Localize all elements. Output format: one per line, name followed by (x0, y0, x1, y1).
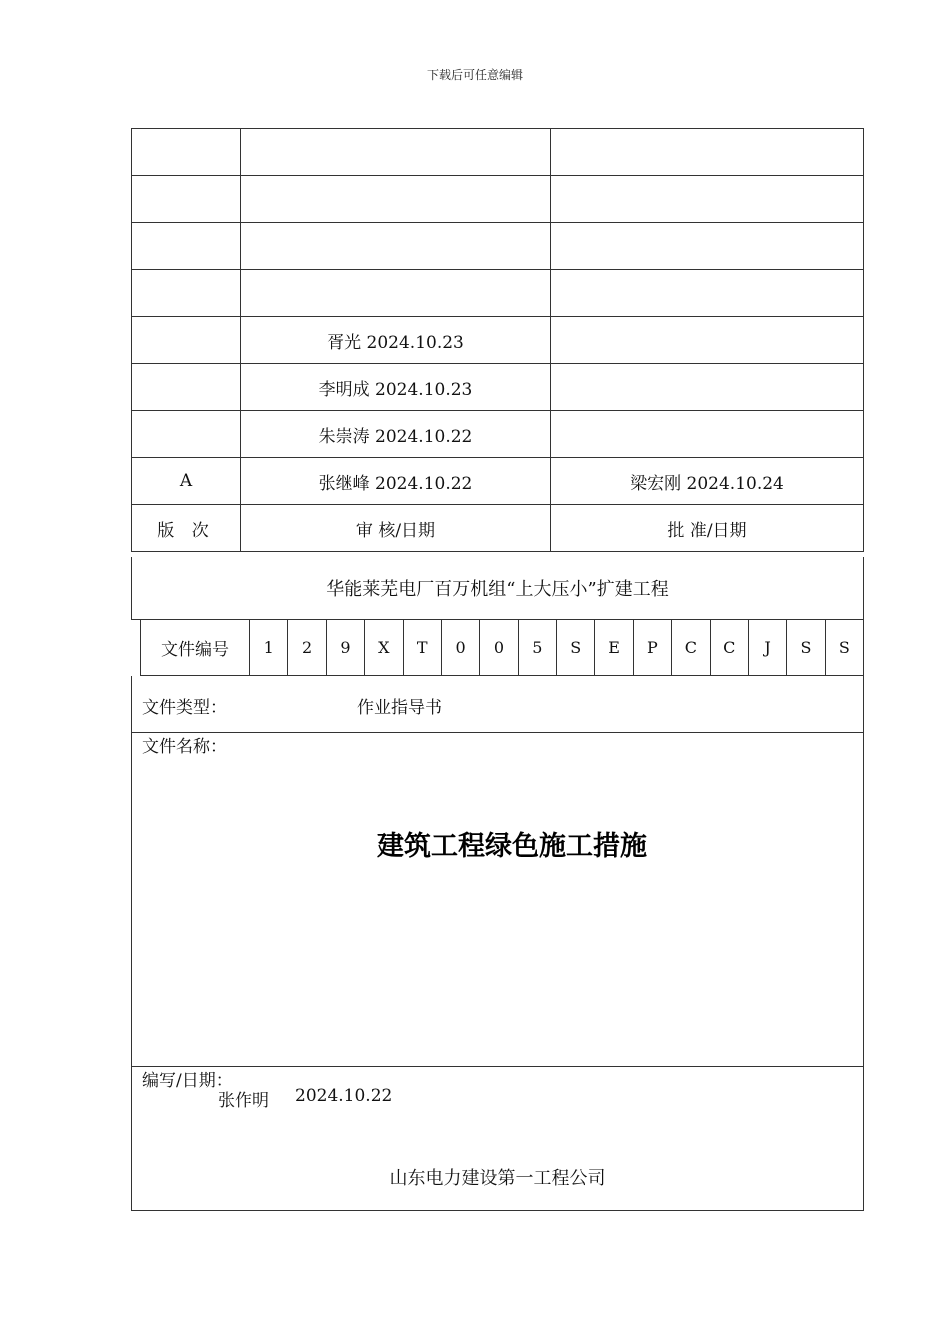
version-cell (132, 317, 241, 364)
file-code-char: C (710, 620, 748, 676)
file-code-char: C (672, 620, 710, 676)
approve-cell (551, 129, 864, 176)
author-date: 2024.10.22 (295, 1086, 393, 1106)
file-code-row (141, 620, 864, 676)
approve-cell (551, 176, 864, 223)
table-row (132, 223, 864, 270)
version-cell: A (132, 458, 241, 505)
file-code-char: 1 (250, 620, 288, 676)
table-row (132, 129, 864, 176)
project-name: 华能莱芜电厂百万机组“上大压小”扩建工程 (131, 557, 864, 620)
approve-cell (551, 411, 864, 458)
review-cell (241, 129, 551, 176)
table-row (132, 458, 864, 505)
header-row (132, 505, 864, 552)
version-cell (132, 411, 241, 458)
version-cell (132, 270, 241, 317)
approve-cell (551, 317, 864, 364)
file-code-table (140, 619, 864, 676)
review-cell (241, 176, 551, 223)
version-cell (132, 223, 241, 270)
table-row (132, 176, 864, 223)
review-cell: 胥光 2024.10.23 (241, 317, 551, 364)
file-code-char: 2 (288, 620, 326, 676)
version-cell (132, 176, 241, 223)
file-type-label: 文件类型： (142, 698, 227, 718)
file-code-char: 5 (518, 620, 556, 676)
file-code-char: P (633, 620, 671, 676)
author-name: 张作明 (218, 1091, 269, 1111)
file-code-char: 0 (480, 620, 518, 676)
review-cell: 朱崇涛 2024.10.22 (241, 411, 551, 458)
header-note: 下载后可任意编辑 (426, 68, 523, 82)
version-cell (132, 364, 241, 411)
file-name-label: 文件名称： (142, 737, 227, 757)
approve-cell (551, 223, 864, 270)
table-row (132, 364, 864, 411)
file-code-char: S (557, 620, 595, 676)
file-code-char: T (403, 620, 441, 676)
table-row (132, 270, 864, 317)
approval-table (131, 128, 864, 552)
version-header: 版 次 (132, 505, 241, 552)
file-code-char: 0 (441, 620, 479, 676)
file-code-char: 9 (326, 620, 364, 676)
table-row (132, 411, 864, 458)
author-label: 编写/日期： (142, 1071, 233, 1091)
file-code-label: 文件编号 (141, 620, 250, 676)
author-section (131, 1066, 864, 1211)
file-code-char: J (748, 620, 786, 676)
review-cell (241, 270, 551, 317)
version-cell (132, 129, 241, 176)
review-header: 审 核/日期 (241, 505, 551, 552)
review-cell: 李明成 2024.10.23 (241, 364, 551, 411)
file-type-value: 作业指导书 (357, 698, 442, 718)
file-code-char: E (595, 620, 633, 676)
file-code-char: S (787, 620, 825, 676)
review-cell (241, 223, 551, 270)
company-name: 山东电力建设第一工程公司 (389, 1168, 606, 1189)
file-code-char: S (825, 620, 863, 676)
approve-header: 批 准/日期 (551, 505, 864, 552)
approve-cell: 梁宏刚 2024.10.24 (551, 458, 864, 505)
approve-cell (551, 270, 864, 317)
document-title: 建筑工程绿色施工措施 (377, 831, 647, 862)
table-row (132, 317, 864, 364)
file-name-section (131, 732, 864, 1067)
review-cell: 张继峰 2024.10.22 (241, 458, 551, 505)
file-code-char: X (365, 620, 403, 676)
file-type-row (131, 676, 864, 733)
approve-cell (551, 364, 864, 411)
